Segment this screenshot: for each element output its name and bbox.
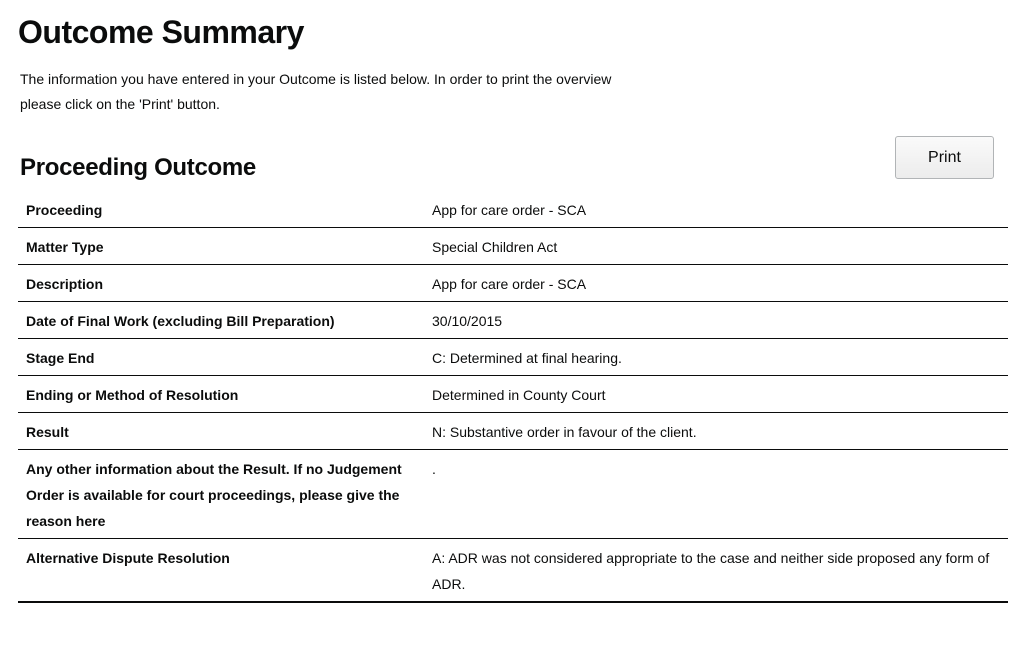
row-value: . (414, 450, 1008, 539)
row-label: Alternative Dispute Resolution (18, 539, 414, 603)
print-button[interactable]: Print (895, 136, 994, 179)
row-label: Ending or Method of Resolution (18, 376, 414, 413)
row-value: App for care order - SCA (414, 191, 1008, 228)
row-label: Result (18, 413, 414, 450)
row-label: Matter Type (18, 228, 414, 265)
outcome-summary-table (18, 191, 1008, 603)
row-value: C: Determined at final hearing. (414, 339, 1008, 376)
row-label: Stage End (18, 339, 414, 376)
table-row (18, 302, 1008, 339)
row-value: App for care order - SCA (414, 265, 1008, 302)
page-title: Outcome Summary (18, 14, 304, 50)
table-row (18, 265, 1008, 302)
table-row (18, 339, 1008, 376)
intro-text: The information you have entered in your Outcome is listed below. In order to print the overview please click on the 'Print' button. (20, 71, 612, 112)
row-value: A: ADR was not considered appropriate to the case and neither side proposed any form of ADR. (414, 539, 1008, 603)
section-title: Proceeding Outcome (20, 154, 256, 181)
table-row (18, 539, 1008, 603)
row-value: N: Substantive order in favour of the client. (414, 413, 1008, 450)
row-label: Description (18, 265, 414, 302)
row-label: Any other information about the Result. If no Judgement Order is available for court proceedings, please give the reason here (18, 450, 414, 539)
table-row (18, 191, 1008, 228)
table-row (18, 413, 1008, 450)
row-value: Determined in County Court (414, 376, 1008, 413)
table-row (18, 228, 1008, 265)
row-label: Date of Final Work (excluding Bill Preparation) (18, 302, 414, 339)
row-value: 30/10/2015 (414, 302, 1008, 339)
row-label: Proceeding (18, 191, 414, 228)
row-value: Special Children Act (414, 228, 1008, 265)
table-row (18, 376, 1008, 413)
table-row (18, 450, 1008, 539)
